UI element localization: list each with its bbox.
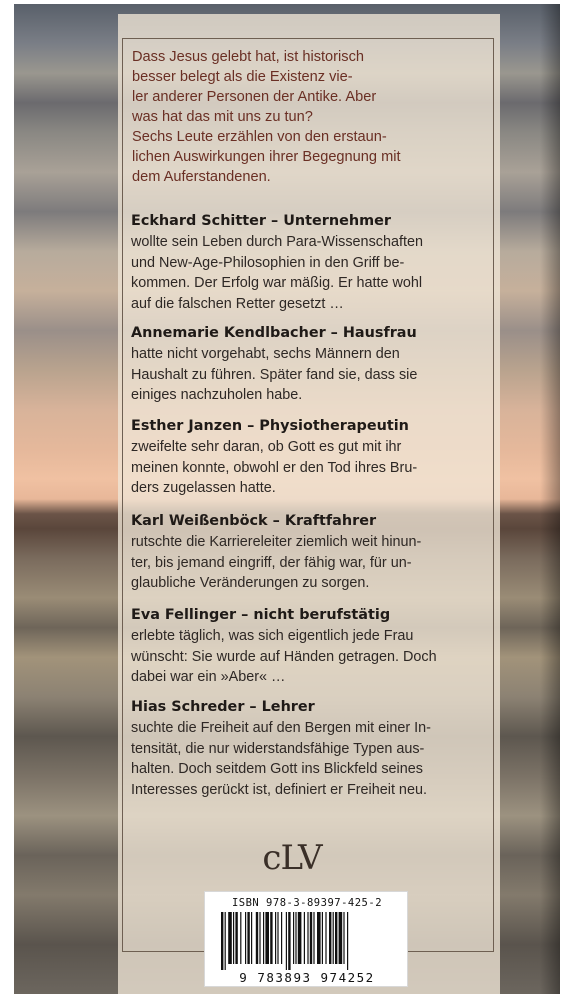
barcode-bar [259, 912, 260, 964]
isbn-label: ISBN 978-3-89397-425-2 [231, 897, 383, 909]
story-hias [131, 697, 476, 800]
barcode-bar [298, 912, 302, 964]
barcode-bar [322, 912, 323, 964]
barcode-bar [329, 912, 331, 964]
barcode-bar [277, 912, 278, 964]
barcode-bar [347, 912, 348, 970]
story-heading: Eckhard Schitter – Unternehmer [131, 213, 391, 229]
story-body: rutschte die Karriereleiter ziemlich weit hinun- ter, bis jemand eingriff, der fähig war, für un- glaubliche Veränderungen zu sorgen. [131, 534, 422, 591]
barcode-bar [286, 912, 287, 970]
barcode-bar [233, 912, 234, 964]
barcode-bar [256, 912, 258, 964]
barcode-bar [335, 912, 337, 964]
barcode-number: 9 783893 974252 [239, 970, 375, 985]
story-body: zweifelte sehr daran, ob Gott es gut mit ihr meinen konnte, obwohl er den Tod ihres Bru- ders zugelassen hatte. [131, 439, 418, 496]
story-heading: Annemarie Kendlbacher – Hausfrau [131, 325, 417, 341]
barcode-bar [293, 912, 294, 964]
barcode-bar [304, 912, 305, 964]
story-heading: Karl Weißenböck – Kraftfahrer [131, 513, 377, 529]
barcode-bar [281, 912, 282, 964]
barcode-bar [221, 912, 223, 970]
story-body: wollte sein Leben durch Para-Wissenschaften und New-Age-Philosophien in den Griff be- kommen. Der Erfolg war mäßig. Er hatte wohl auf die falschen Retter gesetzt … [131, 234, 423, 312]
barcode-bar [339, 912, 343, 964]
barcode-box [204, 891, 408, 987]
story-body: suchte die Freiheit auf den Bergen mit einer In- tensität, die nur widerstandsfähige Typen aus- halten. Doch seitdem Gott ins Blickfeld seines Interesses gerückt ist, definiert er Freiheit neu. [131, 720, 431, 798]
barcode-bar [310, 912, 312, 964]
barcode-bar [343, 912, 344, 964]
barcode-bar [295, 912, 296, 964]
barcode-bar [270, 912, 272, 964]
barcode-bar [263, 912, 264, 964]
story-body: erlebte täglich, was sich eigentlich jede Frau wünscht: Sie wurde auf Händen getragen. Doch dabei war ein »Aber« … [131, 628, 437, 685]
story-karl [131, 511, 476, 594]
barcode-bar [275, 912, 276, 964]
intro-text: Dass Jesus gelebt hat, ist historisch besser belegt als die Existenz vie- ler anderer Personen der Antike. Aber was hat das mit uns zu tun? Sechs Leute erzählen von den erstaun- lichen Auswirkungen ihrer Begegnung mit dem Auferstandenen. [132, 49, 401, 185]
barcode-bar [307, 912, 308, 964]
story-body: hatte nicht vorgehabt, sechs Männern den Haushalt zu führen. Später fand sie, dass sie einiges nachzuholen habe. [131, 346, 418, 403]
story-heading: Hias Schreder – Lehrer [131, 699, 315, 715]
barcode-bars [217, 912, 397, 970]
story-heading: Esther Janzen – Physiotherapeutin [131, 418, 409, 434]
barcode-bar [235, 912, 237, 964]
barcode-bar [251, 912, 252, 964]
barcode-bar [317, 912, 321, 964]
barcode-bar [333, 912, 334, 964]
barcode-bar [265, 912, 269, 964]
story-heading: Eva Fellinger – nicht berufstätig [131, 607, 391, 623]
story-eckhard [131, 211, 476, 314]
barcode-bar [325, 912, 326, 964]
barcode-bar [228, 912, 232, 964]
story-annemarie [131, 323, 476, 406]
publisher-logo: cLV [262, 838, 322, 878]
barcode-bar [240, 912, 241, 964]
barcode-bar [245, 912, 246, 964]
barcode-bar [313, 912, 314, 964]
story-esther [131, 416, 476, 499]
barcode-bar [247, 912, 249, 964]
story-eva [131, 605, 476, 688]
barcode-bar [288, 912, 290, 970]
barcode-bar [225, 912, 226, 970]
